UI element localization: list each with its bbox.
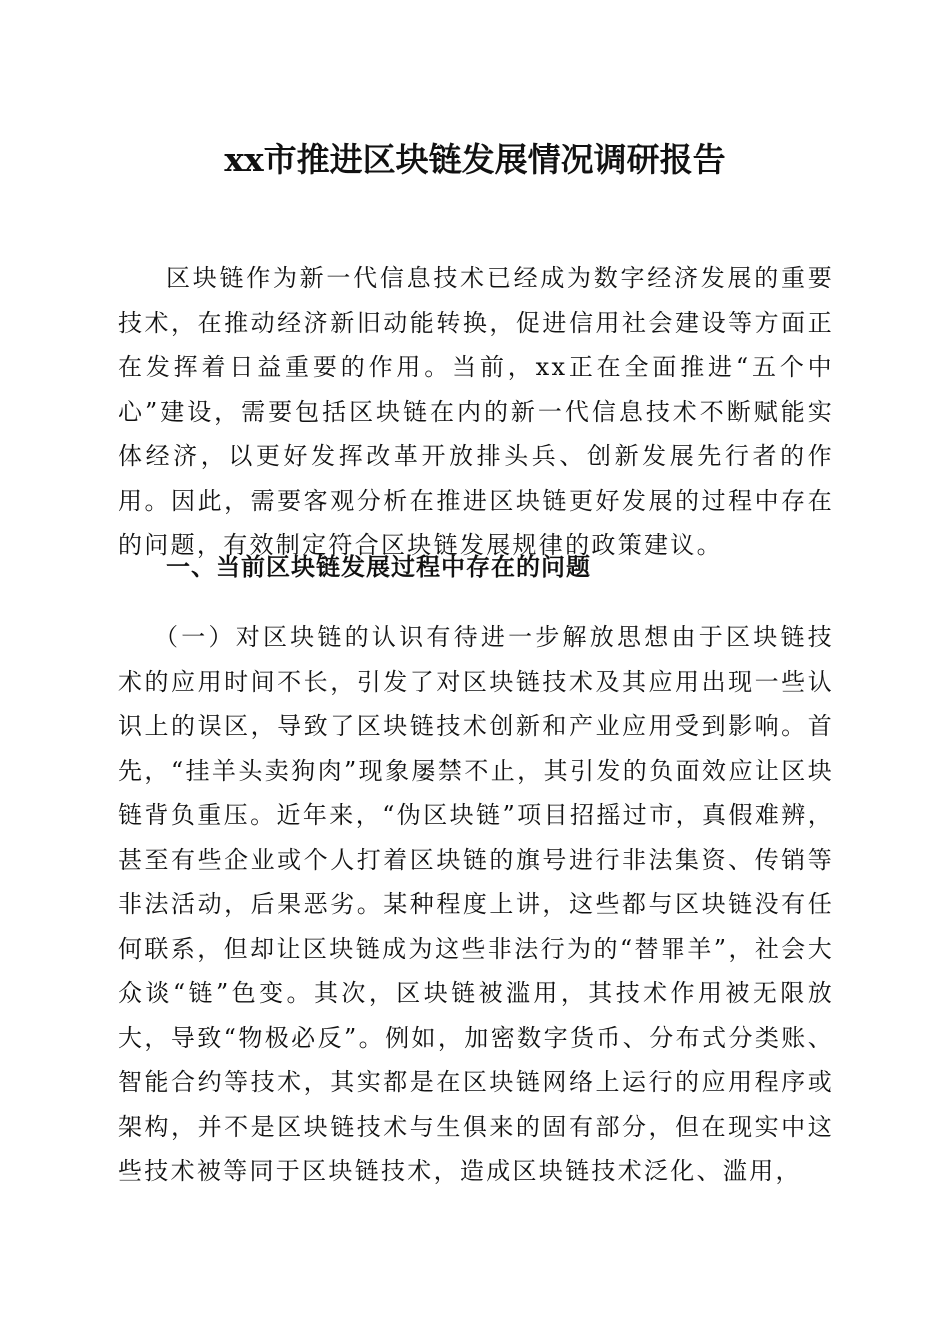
subsection-1-paragraph [118,615,834,1194]
subsection-1-body: 由于区块链技术的应用时间不长，引发了对区块链技术及其应用出现一些认识上的误区，导致了区块链技术创新和产业应用受到影响。首先，“挂羊头卖狗肉”现象屡禁不止，其引发的负面效应让区块链背负重压。近年来，“伪区块链”项目招摇过市，真假难辨，甚至有些企业或个人打着区块链的旗号进行非法集资、传销等非法活动，后果恶劣。某种程度上讲，这些都与区块链没有任何联系，但却让区块链成为这些非法行为的“替罪羊”，社会大众谈“链”色变。其次，区块链被滥用，其技术作用被无限放大，导致“物极必反”。例如，加密数字货币、分布式分类账、智能合约等技术，其实都是在区块链网络上运行的应用程序或架构，并不是区块链技术与生俱来的固有部分，但在现实中这些技术被等同于区块链技术，造成区块链技术泛化、滥用， [118,623,834,1185]
document-title: xx市推进区块链发展情况调研报告 [224,140,726,179]
intro-paragraph: 区块链作为新一代信息技术已经成为数字经济发展的重要技术，在推动经济新旧动能转换，促进信用社会建设等方面正在发挥着日益重要的作用。当前，xx正在全面推进“五个中心”建设，需要包括区块链在内的新一代信息技术不断赋能实体经济，以更好发挥改革开放排头兵、创新发展先行者的作用。因此，需要客观分析在推进区块链更好发展的过程中存在的问题，有效制定符合区块链发展规律的政策建议。 [118,264,834,559]
section-heading-problems: 一、当前区块链发展过程中存在的问题 [166,553,591,581]
subsection-1-heading: （一）对区块链的认识有待进一步解放思想 [154,623,672,651]
